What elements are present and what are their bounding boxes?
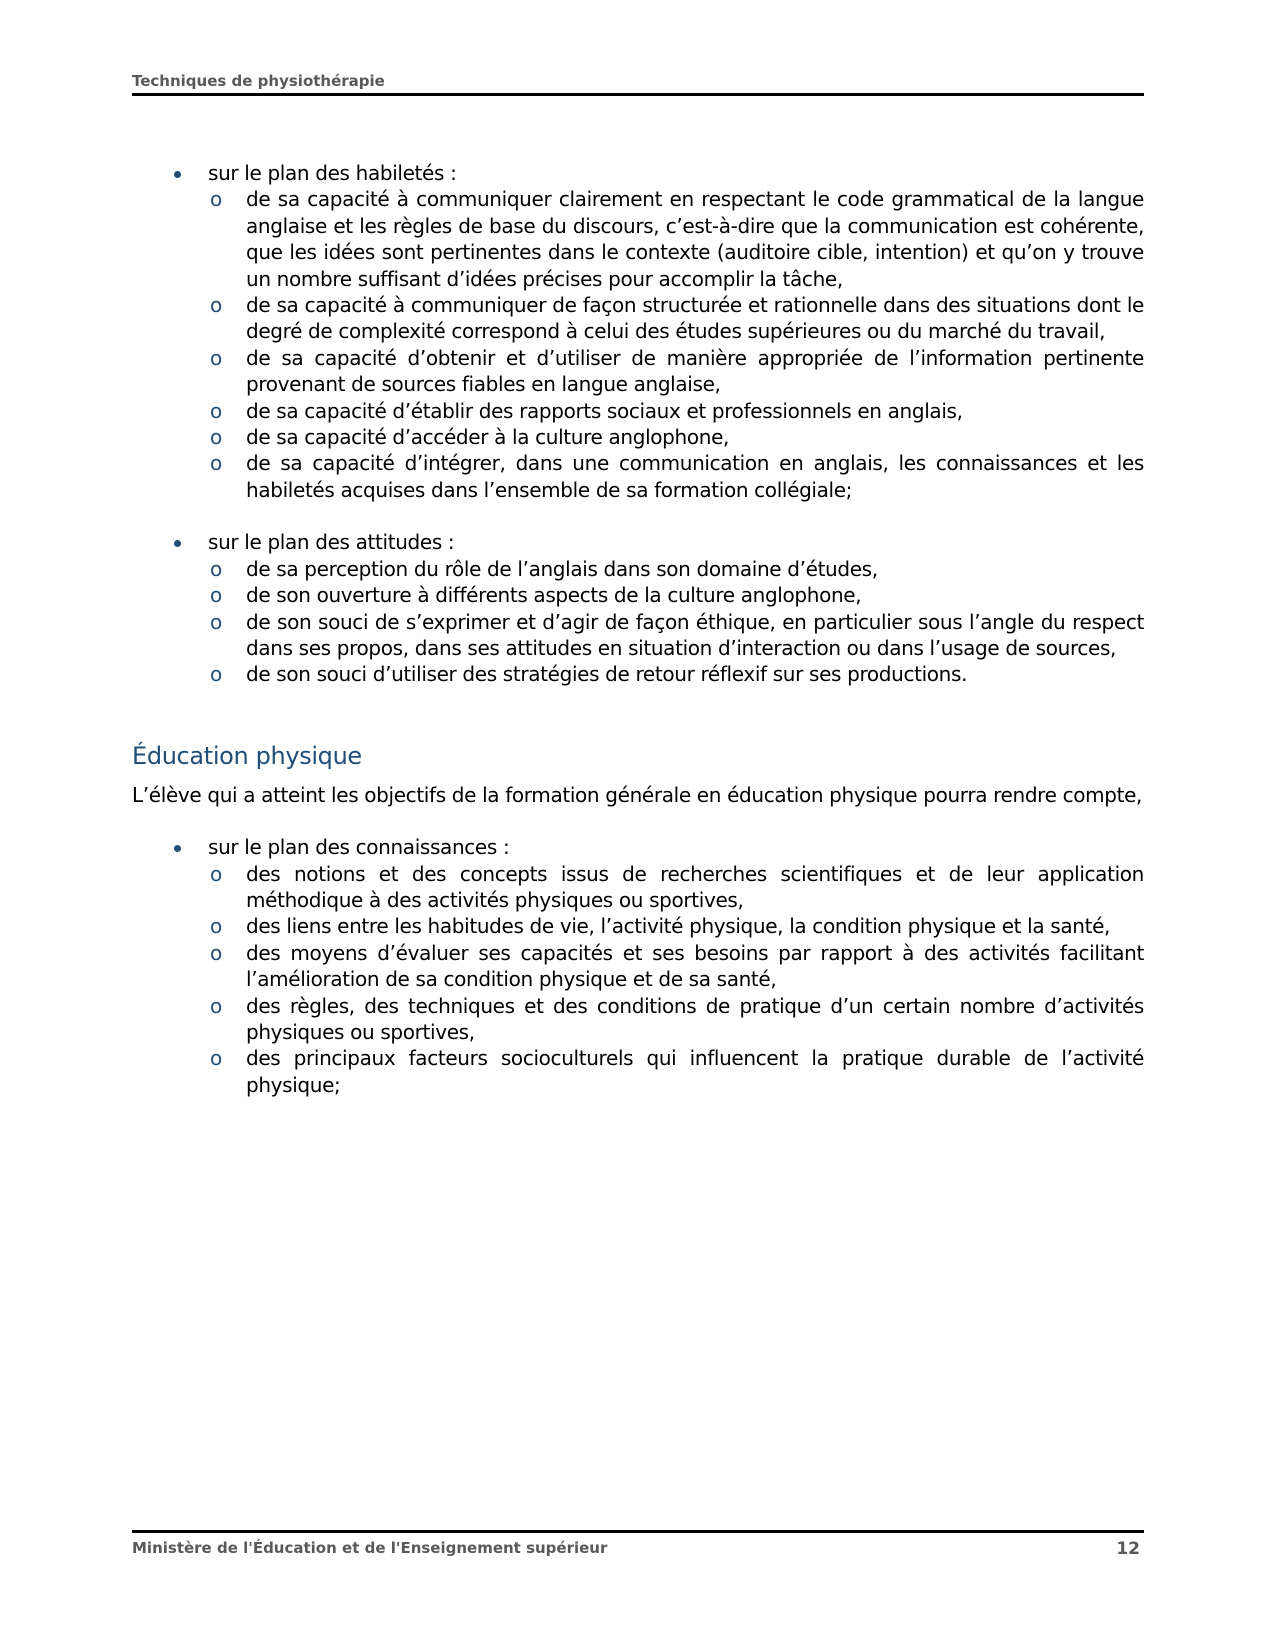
sub-list-item: o des notions et des concepts issus de recherches scientifiques et de leur application méthodique à des activités physiques ou sportives, (210, 861, 1144, 912)
bullet-label: sur le plan des attitudes : (208, 530, 455, 555)
page-header (132, 72, 1144, 96)
circle-bullet-icon: o (210, 861, 222, 886)
sub-list-item: o de sa capacité d’obtenir et d’utiliser de manière appropriée de l’information pertinente provenant de sources fiables en langue anglaise, (210, 345, 1144, 397)
sub-list-item: o de sa perception du rôle de l’anglais dans son domaine d’études, (210, 556, 878, 581)
sub-list-item: o des moyens d’évaluer ses capacités et ses besoins par rapport à des activités facilitant l’amélioration de sa condition physique et de sa santé, (210, 940, 1144, 992)
footer-organization: Ministère de l'Éducation et de l'Enseignement supérieur (132, 1539, 608, 1557)
page-content (132, 160, 1144, 1098)
sub-list-item: o de sa capacité d’intégrer, dans une communication en anglais, les connaissances et les habiletés acquises dans l’ensemble de sa formation collégiale; (210, 451, 1144, 502)
sub-list-item: o des principaux facteurs socioculturels qui influencent la pratique durable de l’activité physique; (210, 1046, 1144, 1097)
bullet-icon (174, 540, 181, 547)
circle-bullet-icon: o (210, 609, 222, 634)
sub-list-item: o des règles, des techniques et des conditions de pratique d’un certain nombre d’activités physiques ou sportives, (210, 993, 1144, 1044)
bullet-icon (174, 171, 181, 178)
circle-bullet-icon: o (210, 993, 222, 1018)
list-item (132, 529, 1144, 687)
sub-list-item: o des liens entre les habitudes de vie, l’activité physique, la condition physique et la santé, (210, 914, 1111, 939)
list-item (132, 160, 1144, 503)
intro-paragraph: L’élève qui a atteint les objectifs de la formation générale en éducation physique pourra rendre compte, (132, 782, 1143, 807)
list-item (132, 834, 1144, 1098)
section-heading: Éducation physique (132, 741, 362, 770)
circle-bullet-icon: o (210, 662, 222, 687)
sub-list-item: o de sa capacité à communiquer de façon structurée et rationnelle dans des situations dont le degré de complexité correspond à celui des études supérieures ou du marché du travail, (210, 293, 1144, 344)
bullet-label: sur le plan des connaissances : (208, 835, 510, 860)
circle-bullet-icon: o (210, 451, 222, 476)
sub-list (208, 861, 1144, 1099)
page-number: 12 (1116, 1539, 1140, 1559)
circle-bullet-icon: o (210, 556, 222, 581)
circle-bullet-icon: o (210, 914, 222, 939)
bullet-list (132, 160, 1144, 688)
sub-list-item: o de son ouverture à différents aspects de la culture anglophone, (210, 583, 862, 608)
document-title: Techniques de physiothérapie (132, 72, 385, 90)
sub-list-item: o de son souci de s’exprimer et d’agir de façon éthique, en particulier sous l’angle du respect dans ses propos, dans ses attitudes en situation d’interaction ou dans l’usage de sources, (210, 609, 1144, 660)
circle-bullet-icon: o (210, 187, 222, 212)
circle-bullet-icon: o (210, 425, 222, 450)
bullet-label: sur le plan des habiletés : (208, 161, 457, 185)
sub-list-item: o de sa capacité d’établir des rapports sociaux et professionnels en anglais, (210, 398, 963, 423)
circle-bullet-icon: o (210, 398, 222, 423)
sub-list-item: o de son souci d’utiliser des stratégies de retour réflexif sur ses productions. (210, 662, 968, 687)
sub-list-item: o de sa capacité d’accéder à la culture anglophone, (210, 425, 730, 450)
sub-list (208, 186, 1144, 503)
bullet-list (132, 834, 1144, 1098)
circle-bullet-icon: o (210, 293, 222, 318)
sub-list-item: o de sa capacité à communiquer clairement en respectant le code grammatical de la langue anglaise et les règles de base du discours, c’est-à-dire que la communication est cohérente, que les idées sont pertinentes dans le contexte (auditoire cible, intention) et qu’on y trouve un nombre suffisant d’idées précises pour accomplir la tâche, (210, 187, 1144, 291)
page-footer (132, 1530, 1144, 1559)
sub-list (208, 556, 1144, 688)
circle-bullet-icon: o (210, 1046, 222, 1071)
circle-bullet-icon: o (210, 583, 222, 608)
bullet-icon (174, 845, 181, 852)
circle-bullet-icon: o (210, 940, 222, 965)
circle-bullet-icon: o (210, 345, 222, 370)
